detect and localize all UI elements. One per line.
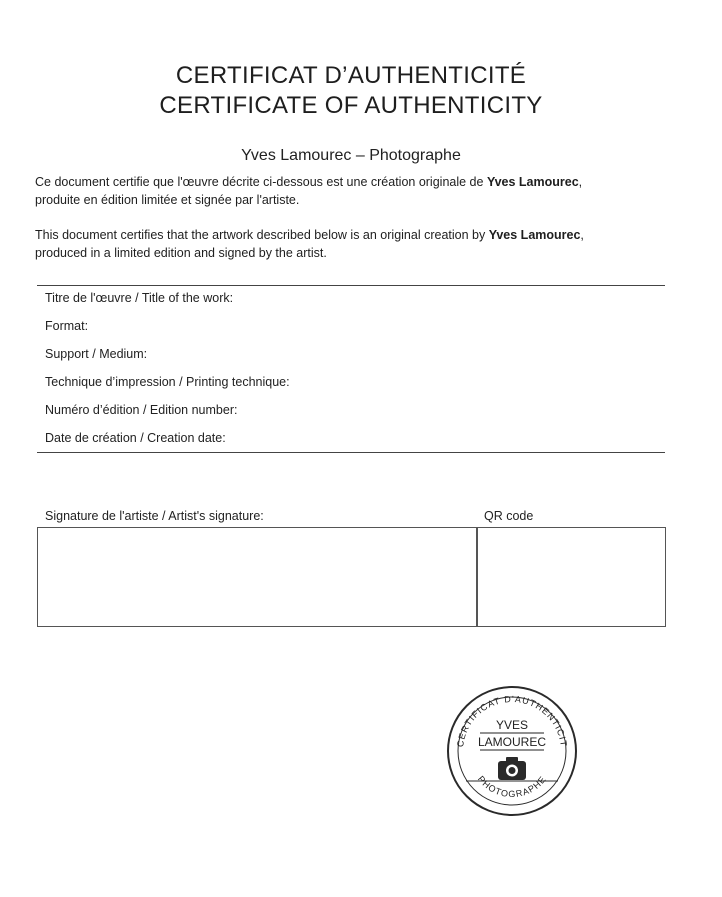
artist-subtitle: Yves Lamourec – Photographe <box>241 147 461 164</box>
authenticity-stamp <box>446 685 578 817</box>
intro-paragraph-english <box>35 226 675 262</box>
field-medium-label: Support / Medium: <box>45 347 148 361</box>
intro-fr-text: Ce document certifie que l'œuvre décrite ci-dessous est une création originale de <box>35 175 487 189</box>
camera-icon <box>498 757 526 780</box>
intro-en-line2: produced in a limited edition and signed by the artist. <box>35 246 327 260</box>
title-french: CERTIFICAT D’AUTHENTICITÉ <box>175 62 527 89</box>
intro-fr-line2: produite en édition limitée et signée par l'artiste. <box>35 193 300 207</box>
signature-label: Signature de l'artiste / Artist's signature: <box>45 509 264 523</box>
field-date-label: Date de création / Creation date: <box>45 431 226 445</box>
intro-en-comma: , <box>580 228 584 242</box>
stamp-name-line2: LAMOUREC <box>477 735 547 749</box>
intro-en-artist-name: Yves Lamourec <box>488 228 581 242</box>
intro-paragraph-french <box>35 173 675 209</box>
field-edition-label: Numéro d’édition / Edition number: <box>45 403 238 417</box>
qr-code-label: QR code <box>484 509 534 523</box>
title-english: CERTIFICATE OF AUTHENTICITY <box>159 92 543 119</box>
intro-fr-artist-name: Yves Lamourec <box>486 175 579 189</box>
qr-code-box <box>476 527 666 627</box>
stamp-top-arc-text: CERTIFICAT D'AUTHENTICIT <box>455 693 569 748</box>
stamp-name-line1: YVES <box>495 718 529 732</box>
field-format-label: Format: <box>45 319 89 333</box>
field-title-label: Titre de l'œuvre / Title of the work: <box>45 291 234 305</box>
divider-bottom <box>37 452 665 453</box>
stamp-bottom-arc-text: PHOTOGRAPHE <box>475 773 549 800</box>
intro-en-text: This document certifies that the artwork described below is an original creation by <box>35 228 489 242</box>
signature-box[interactable] <box>37 527 478 627</box>
field-technique-label: Technique d’impression / Printing technique: <box>45 375 290 389</box>
intro-fr-comma: , <box>578 175 583 189</box>
divider-top <box>37 285 665 286</box>
